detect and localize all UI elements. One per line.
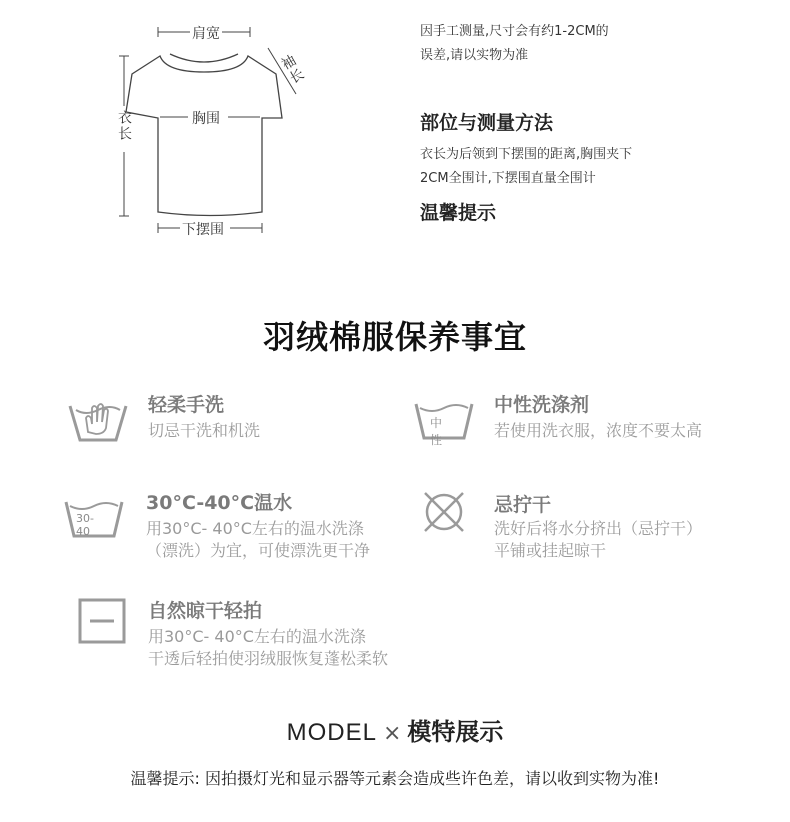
measure-note-line: 误差,请以实物为准 xyxy=(420,48,529,63)
method-description xyxy=(420,143,632,191)
care-item-title: 轻柔手洗 xyxy=(148,394,225,416)
shoulder-width-label: 肩宽 xyxy=(192,26,220,42)
detergent-icon-label: 中性 xyxy=(430,416,443,447)
hand-wash-icon xyxy=(66,396,130,444)
method-line: 2CM全围计,下摆围直量全围计 xyxy=(420,171,596,186)
care-item-title: 中性洗涤剂 xyxy=(494,394,590,416)
body-length-label: 衣长 xyxy=(116,110,132,142)
care-item-desc: 平铺或挂起晾干 xyxy=(494,541,607,560)
model-heading-separator: × xyxy=(382,721,402,746)
care-item-title: 30°C-40°C温水 xyxy=(146,492,293,514)
detergent-icon xyxy=(412,396,476,444)
care-item-desc: 用30°C- 40°C左右的温水洗涤 xyxy=(146,519,364,538)
care-section-title: 羽绒棉服保养事宜 xyxy=(262,318,527,356)
care-item-desc: 切忌干洗和机洗 xyxy=(148,421,261,440)
care-item-desc: 干透后轻拍使羽绒服恢复蓬松柔软 xyxy=(148,649,389,668)
method-title: 部位与测量方法 xyxy=(420,112,554,134)
model-section-heading xyxy=(0,712,790,747)
no-wring-icon xyxy=(420,488,468,536)
care-item-desc: （漂洗）为宜，可使漂洗更干净 xyxy=(146,541,371,560)
care-item-desc: 洗好后将水分挤出（忌拧干） xyxy=(494,519,703,538)
model-heading-en: MODEL xyxy=(286,719,377,746)
color-difference-tip: 温馨提示: 因拍摄灯光和显示器等元素会造成些许色差，请以收到实物为准! xyxy=(130,769,660,788)
wash-temp-icon xyxy=(62,494,126,542)
shirt-measurement-diagram xyxy=(100,14,320,244)
tip-title: 温馨提示 xyxy=(420,202,497,224)
care-item-title: 自然晾干轻拍 xyxy=(148,600,263,622)
care-item-title: 忌拧干 xyxy=(494,494,552,516)
dry-flat-icon xyxy=(78,598,126,644)
method-line: 衣长为后领到下摆围的距离,胸围夹下 xyxy=(420,147,633,162)
measure-note xyxy=(420,20,609,68)
hem-label: 下摆围 xyxy=(182,222,224,238)
model-heading-cn: 模特展示 xyxy=(407,718,504,746)
wash-temp-icon-label: 30-40 xyxy=(76,512,94,538)
measure-note-line: 因手工测量,尺寸会有约1-2CM的 xyxy=(420,24,609,39)
care-item-desc: 若使用洗衣服，浓度不要太高 xyxy=(494,421,703,440)
chest-label: 胸围 xyxy=(192,111,220,127)
care-item-desc: 用30°C- 40°C左右的温水洗涤 xyxy=(148,627,366,646)
sleeve-length-label: 袖长 xyxy=(277,52,307,88)
